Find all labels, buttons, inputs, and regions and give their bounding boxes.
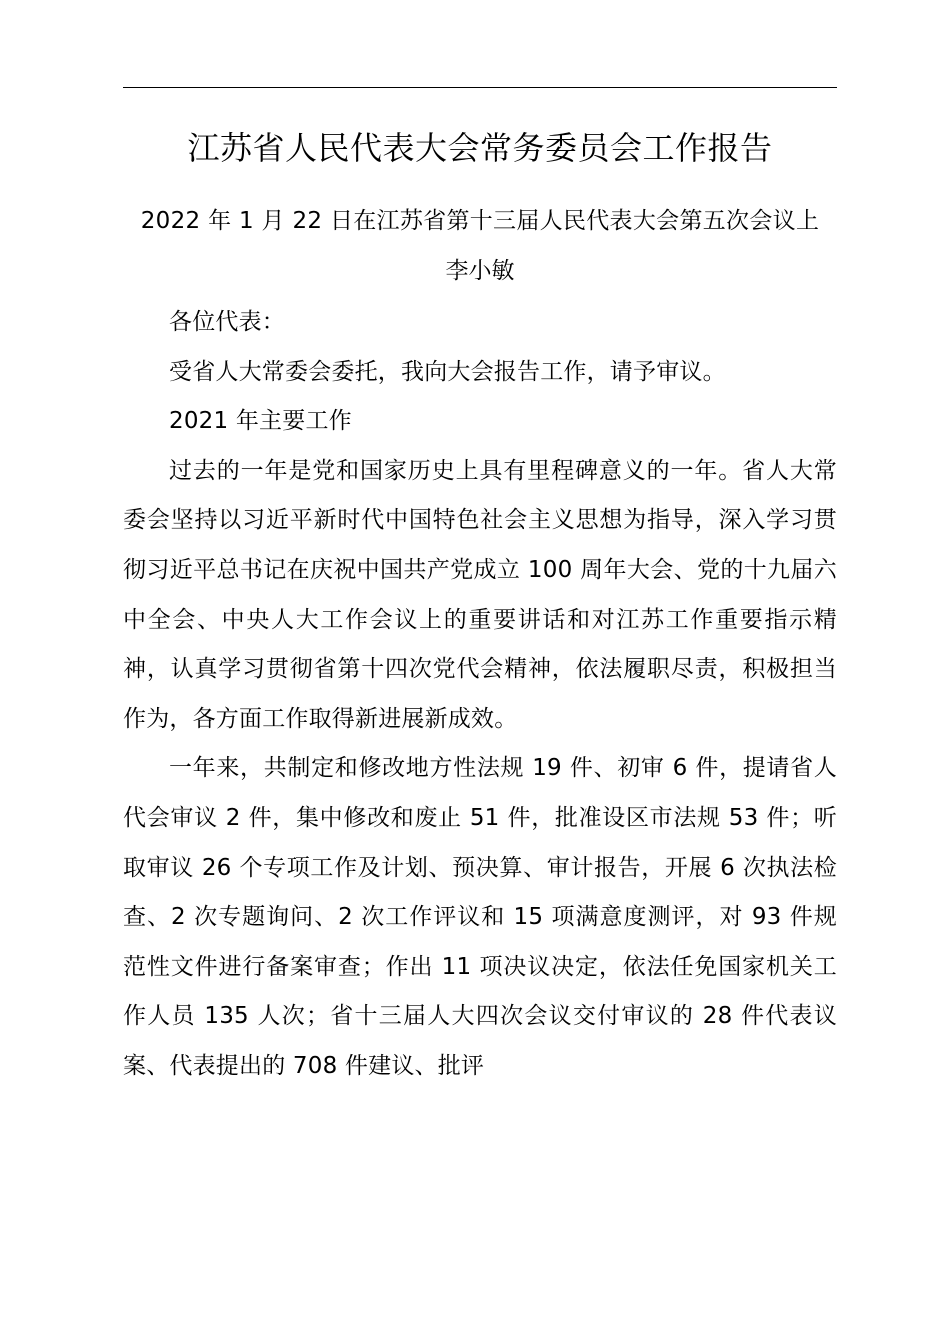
body-paragraph: 过去的一年是党和国家历史上具有里程碑意义的一年。省人大常委会坚持以习近平新时代中国特色社会主义思想为指导，深入学习贯彻习近平总书记在庆祝中国共产党成立 100 周年大会、党的十九届六中全会、中央人大工作会议上的重要讲话和对江苏工作重要指示精神，认真学习贯彻省第十四次党代会精神，依法履职尽责，积极担当作为，各方面工作取得新进展新成效。 <box>123 457 837 732</box>
document-body <box>123 120 837 1092</box>
salutation-paragraph: 各位代表： <box>169 309 285 335</box>
document-title: 江苏省人民代表大会常务委员会工作报告 <box>187 129 773 167</box>
header-rule <box>123 87 837 88</box>
section-heading: 2021 年主要工作 <box>169 408 352 435</box>
body-paragraph: 一年来，共制定和修改地方性法规 19 件、初审 6 件，提请省人代会审议 2 件，集中修改和废止 51 件，批准设区市法规 53 件；听取审议 26 个专项工作及计划、预决算、审计报告，开展 6 次执法检查、2 次专题询问、2 次工作评议和 15 项满意度测评，对 93 件规范性文件进行备案审查；作出 11 项决议决定，依法任免国家机关工作人员 135 人次；省十三届人大四次会议交付审议的 28 件代表议案、代表提出的 708 件建议、批评 <box>123 755 837 1079</box>
document-author: 李小敏 <box>445 258 515 284</box>
document-subtitle: 2022 年 1 月 22 日在江苏省第十三届人民代表大会第五次会议上 <box>140 208 820 234</box>
opening-paragraph: 受省人大常委会委托，我向大会报告工作，请予审议。 <box>169 358 726 385</box>
